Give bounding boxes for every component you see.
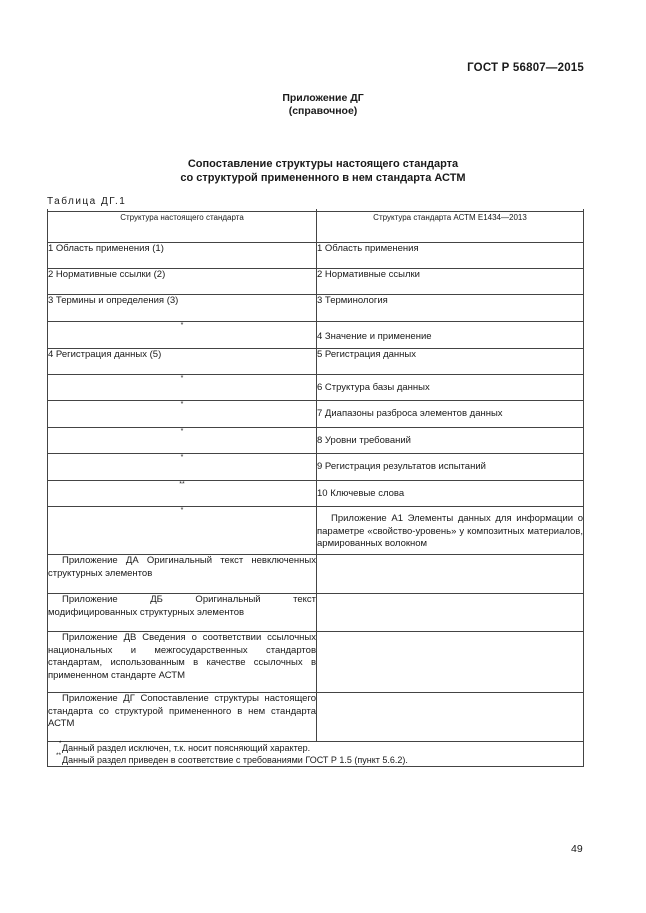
- right-cell: [317, 693, 584, 742]
- standard-code: ГОСТ Р 56807—2015: [467, 62, 584, 74]
- page-number: 49: [571, 843, 583, 855]
- table-label: Таблица ДГ.1: [47, 196, 127, 207]
- left-cell: Приложение ДА Оригинальный текст невключенных структурных элементов: [48, 555, 317, 594]
- left-cell: 1 Область применения (1): [48, 243, 317, 269]
- reworked-mark: **: [48, 481, 317, 507]
- appendix-title: Приложение ДГ: [282, 92, 364, 104]
- right-cell: 3 Терминология: [317, 295, 584, 322]
- footnote: [48, 754, 583, 766]
- appendix-heading: [0, 92, 646, 118]
- left-cell: Приложение ДБ Оригинальный текст модифицированных структурных элементов: [48, 594, 317, 632]
- right-cell: 6 Структура базы данных: [317, 375, 584, 401]
- left-cell: 2 Нормативные ссылки (2): [48, 269, 317, 295]
- header-left: Структура настоящего стандарта: [48, 212, 317, 243]
- right-cell: 9 Регистрация результатов испытаний: [317, 454, 584, 481]
- right-cell: 10 Ключевые слова: [317, 481, 584, 507]
- right-cell: 4 Значение и применение: [317, 322, 584, 349]
- footnotes-row: [48, 742, 584, 767]
- table-row: [48, 428, 584, 454]
- excluded-mark: *: [48, 454, 317, 481]
- right-cell: [317, 594, 584, 632]
- table-row: [48, 295, 584, 322]
- footnote-text: Данный раздел исключен, т.к. носит поясняющий характер.: [62, 743, 311, 753]
- right-cell: [317, 555, 584, 594]
- comparison-table: [47, 209, 584, 767]
- table-row: [48, 632, 584, 693]
- table-row: [48, 481, 584, 507]
- right-cell: 2 Нормативные ссылки: [317, 269, 584, 295]
- header-right: Структура стандарта АСТМ Е1434—2013: [317, 212, 584, 243]
- table-row: [48, 243, 584, 269]
- footnote-mark: *: [59, 740, 62, 747]
- table-row: [48, 454, 584, 481]
- right-cell: 1 Область применения: [317, 243, 584, 269]
- left-cell: 4 Регистрация данных (5): [48, 349, 317, 375]
- footnote: [48, 742, 583, 754]
- left-cell: 3 Термины и определения (3): [48, 295, 317, 322]
- table-row: [48, 349, 584, 375]
- table-row: [48, 401, 584, 428]
- excluded-mark: *: [48, 507, 317, 555]
- excluded-mark: *: [48, 375, 317, 401]
- left-cell: Приложение ДВ Сведения о соответствии ссылочных национальных и межгосударственных стандартов стандартам, использованным в качестве ссылочных в примененном стандарте АСТМ: [48, 632, 317, 693]
- appendix-type: (справочное): [288, 105, 358, 117]
- right-cell: Приложение А1 Элементы данных для информации о параметре «свойство-уровень» у композитных материалов, армированных волокном: [317, 507, 584, 555]
- document-title: [0, 157, 646, 185]
- right-cell: 7 Диапазоны разброса элементов данных: [317, 401, 584, 428]
- excluded-mark: *: [48, 322, 317, 349]
- table-row: [48, 322, 584, 349]
- left-cell: Приложение ДГ Сопоставление структуры настоящего стандарта со структурой примененного в нем стандарта АСТМ: [48, 693, 317, 742]
- excluded-mark: *: [48, 428, 317, 454]
- footnote-text: Данный раздел приведен в соответствие с требованиями ГОСТ Р 1.5 (пункт 5.6.2).: [62, 755, 408, 765]
- excluded-mark: *: [48, 401, 317, 428]
- table-row: [48, 507, 584, 555]
- footnote-mark: **: [56, 752, 62, 759]
- document-title-line-1: Сопоставление структуры настоящего стандарта: [187, 158, 459, 170]
- table-row: [48, 693, 584, 742]
- table-row: [48, 594, 584, 632]
- right-cell: [317, 632, 584, 693]
- table-header-row: [48, 212, 584, 243]
- right-cell: 8 Уровни требований: [317, 428, 584, 454]
- table-row: [48, 375, 584, 401]
- table-row: [48, 555, 584, 594]
- document-title-line-2: со структурой примененного в нем стандарта АСТМ: [180, 172, 466, 184]
- right-cell: 5 Регистрация данных: [317, 349, 584, 375]
- table-row: [48, 269, 584, 295]
- footnotes: [48, 742, 584, 767]
